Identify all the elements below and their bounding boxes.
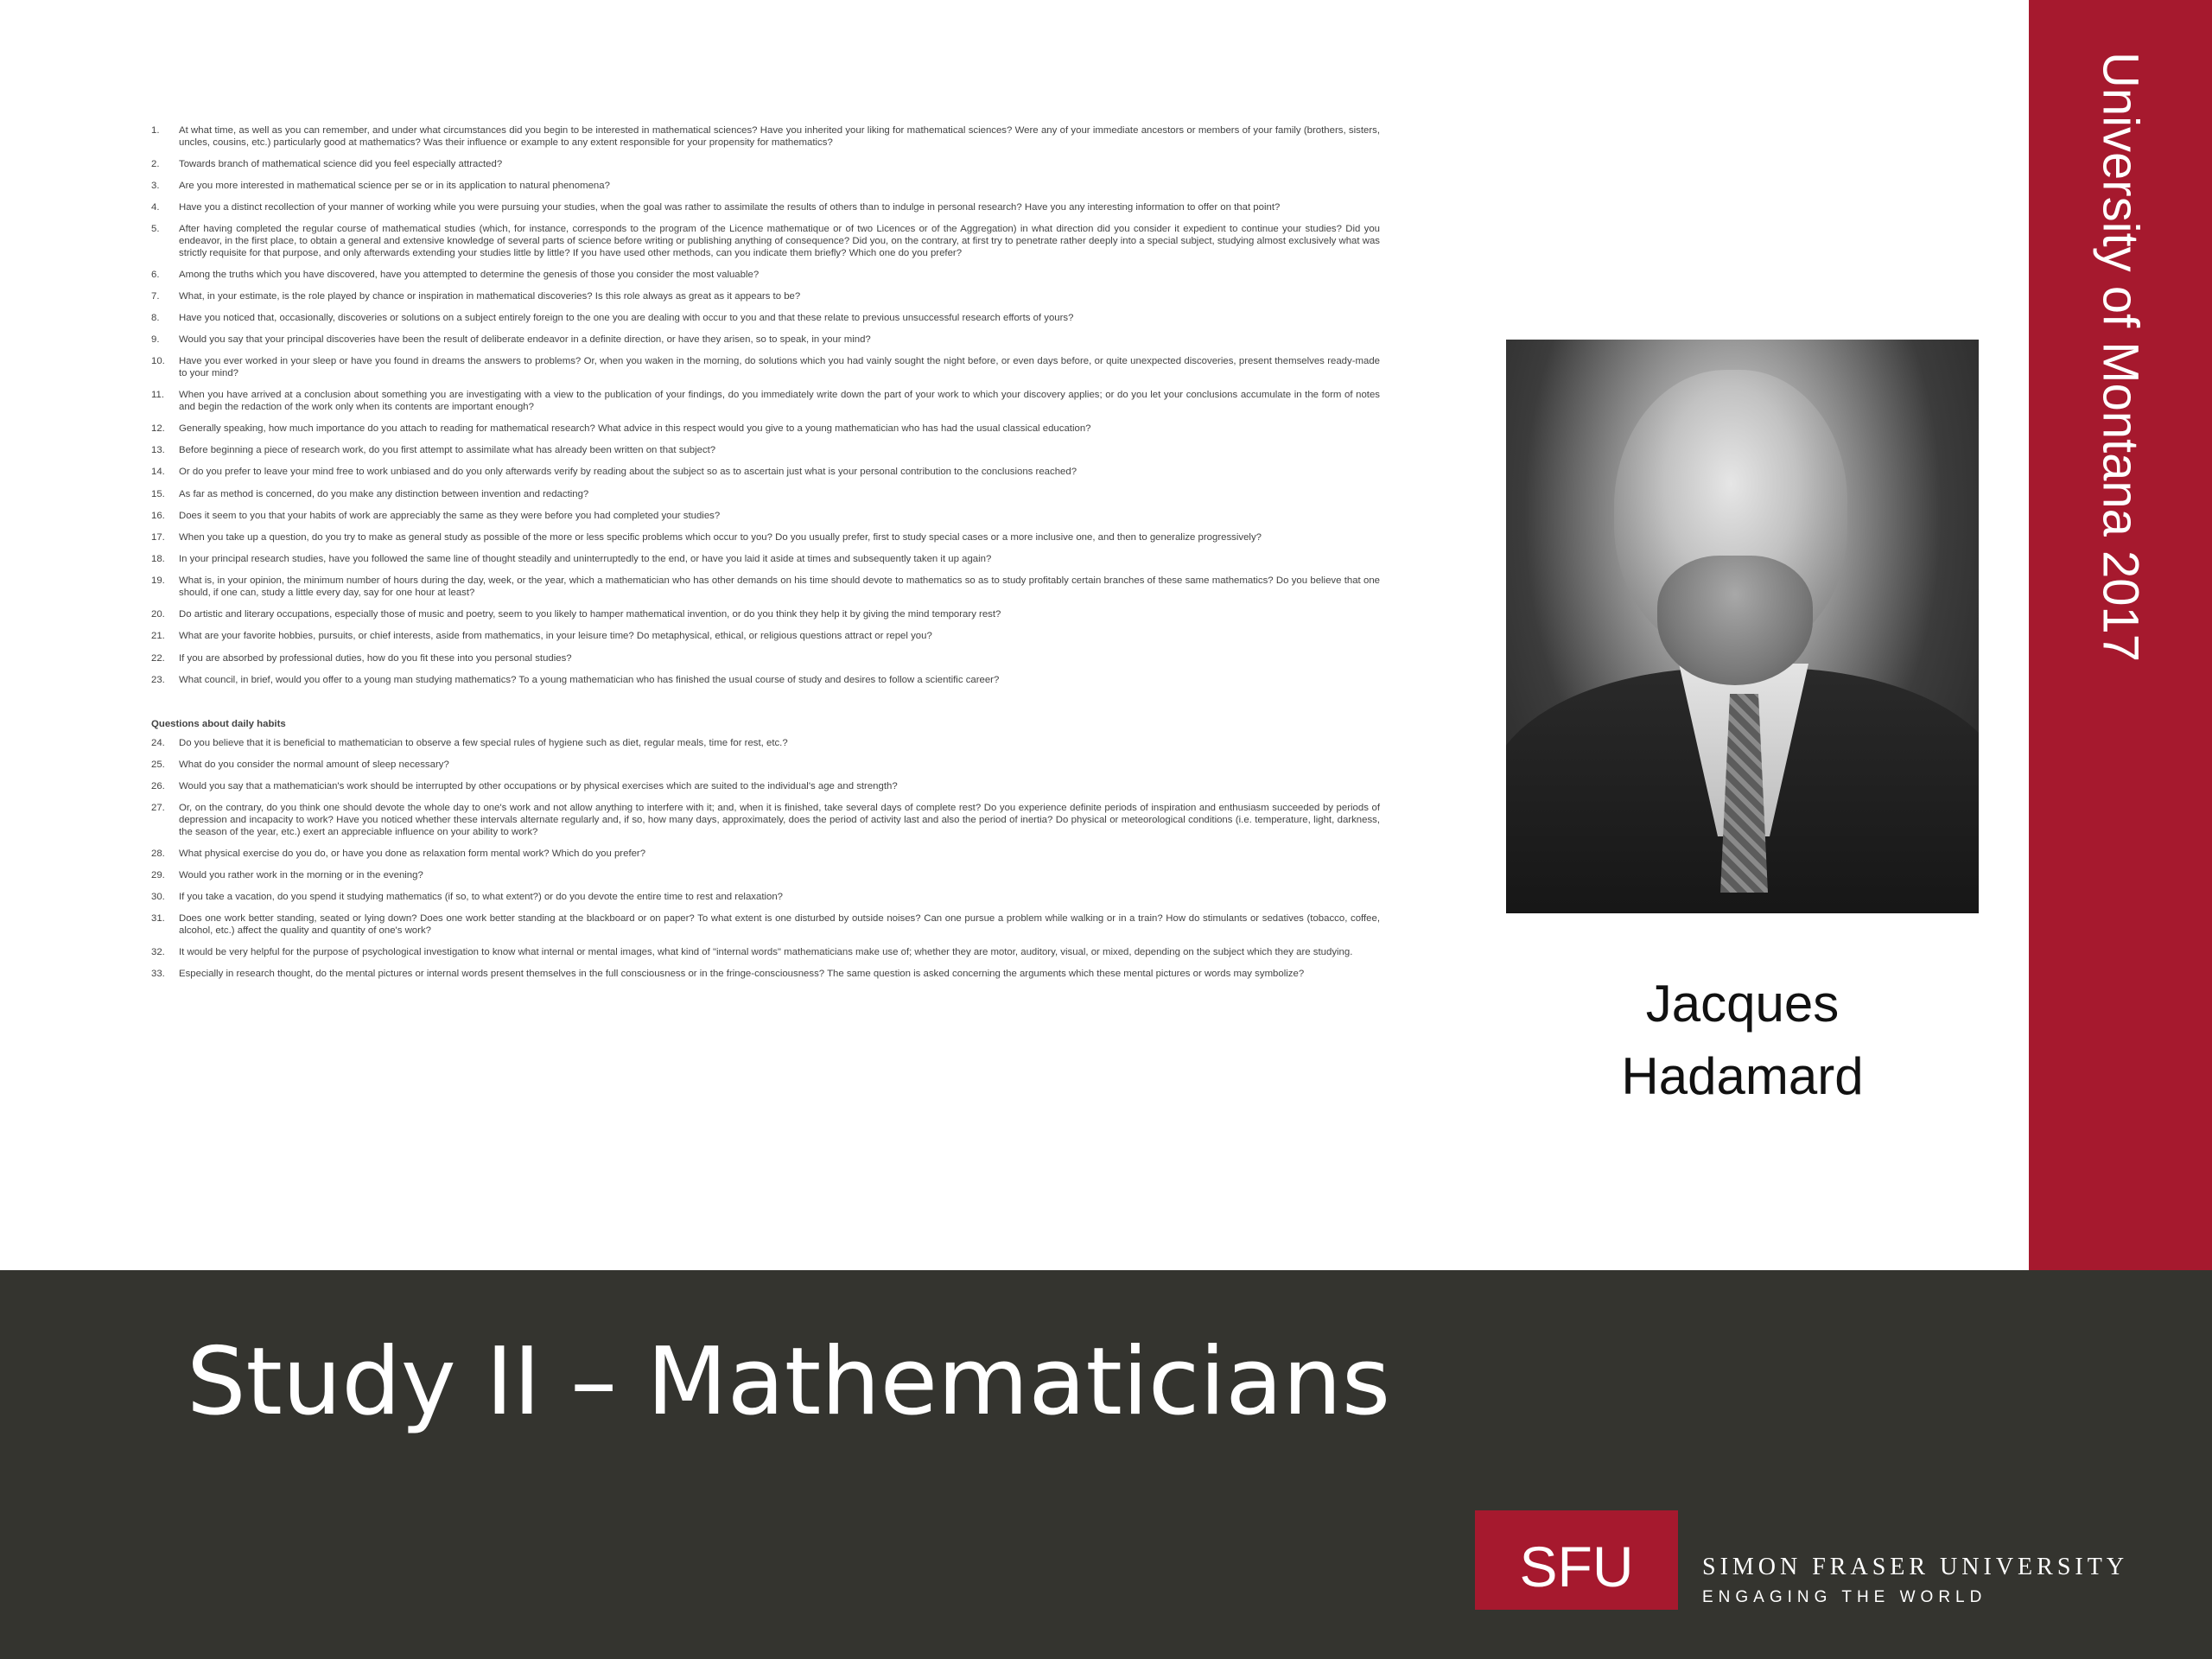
question-item: [151, 870, 1380, 882]
question-number: 28.: [151, 848, 165, 859]
question-item: [151, 489, 1380, 501]
question-item: [151, 270, 1380, 282]
university-tagline: ENGAGING THE WORLD: [1702, 1588, 1987, 1606]
question-item: [151, 554, 1380, 566]
question-item: [151, 913, 1380, 937]
question-number: 29.: [151, 870, 165, 880]
portrait-caption: [1506, 968, 1979, 1113]
question-number: 3.: [151, 180, 160, 191]
question-text: Have you noticed that, occasionally, discoveries or solutions on a subject entirely foreign to the one you are dealing with occur to you and that these relate to previous unsuccessful research efforts of yours?: [179, 313, 1074, 324]
question-number: 21.: [151, 631, 165, 642]
question-number: 1.: [151, 125, 160, 136]
question-item: [151, 760, 1380, 772]
question-text: Towards branch of mathematical science did you feel especially attracted?: [179, 158, 503, 169]
question-item: [151, 738, 1380, 750]
question-text: When you have arrived at a conclusion about something you are investigating with a view to the publication of your findings, do you immediately write down the part of your work to which your discovery applies; or do you let your conclusions accumulate in the form of notes and begin the redaction of the work only when its contents are important enough?: [179, 390, 1380, 412]
caption-first-name: Jacques: [1645, 975, 1840, 1033]
question-item: [151, 631, 1380, 643]
question-number: 26.: [151, 781, 165, 792]
question-item: [151, 892, 1380, 904]
question-text: What is, in your opinion, the minimum number of hours during the day, week, or the year, which a mathematician who has other demands on his time should devote to mathematics so as to study profitably certain branches of these same mathematics? Do you believe that one should, if one can, study a little every day, say for one hour at least?: [179, 575, 1380, 598]
question-number: 4.: [151, 202, 160, 213]
side-band: [2029, 0, 2212, 1270]
question-item: [151, 511, 1380, 523]
sidebar-university-label: University of Montana 2017: [2092, 52, 2149, 663]
question-number: 31.: [151, 913, 165, 925]
question-item: [151, 653, 1380, 665]
question-text: Generally speaking, how much importance do you attach to reading for mathematical research? What advice in this respect would you give to a young mathematician who has had the usual classical education?: [179, 423, 1091, 435]
question-number: 25.: [151, 760, 165, 771]
question-number: 32.: [151, 947, 165, 958]
caption-last-name: Hadamard: [1621, 1047, 1864, 1105]
question-number: 16.: [151, 510, 165, 521]
question-item: [151, 803, 1380, 838]
question-item: [151, 313, 1380, 325]
question-number: 14.: [151, 467, 165, 478]
question-number: 5.: [151, 224, 160, 235]
portrait-beard: [1657, 556, 1813, 685]
question-item: [151, 781, 1380, 793]
question-text: Among the truths which you have discovered, have you attempted to determine the genesis of those you consider the most valuable?: [179, 269, 760, 280]
question-number: 8.: [151, 313, 160, 324]
question-item: [151, 609, 1380, 621]
question-item: [151, 356, 1380, 379]
question-item: [151, 969, 1380, 981]
question-number: 18.: [151, 554, 165, 565]
question-text: Especially in research thought, do the mental pictures or internal words present themselves in the full consciousness or in the fringe-consciousness? The same question is asked concerning the arguments which these mental pictures or words may symbolize?: [179, 969, 1305, 980]
question-list-main: [151, 125, 1380, 686]
question-text: It would be very helpful for the purpose of psychological investigation to know what internal or mental images, what kind of "internal words" mathematicians make use of; whether they are motor, auditory, visual, or mixed, depending on the subject which they are studying.: [179, 947, 1353, 958]
question-text: Does it seem to you that your habits of work are appreciably the same as they were before you had completed your studies?: [179, 510, 721, 521]
question-text: Do you believe that it is beneficial to mathematician to observe a few special rules of hygiene such as diet, regular meals, time for rest, etc.?: [179, 737, 788, 748]
question-item: [151, 849, 1380, 861]
question-number: 24.: [151, 737, 165, 748]
question-number: 20.: [151, 609, 165, 620]
question-item: [151, 423, 1380, 435]
question-number: 13.: [151, 445, 165, 456]
question-item: [151, 532, 1380, 544]
university-name: SIMON FRASER UNIVERSITY: [1702, 1554, 2129, 1580]
question-text: If you are absorbed by professional duties, how do you fit these into you personal studies?: [179, 652, 572, 664]
question-number: 7.: [151, 290, 160, 302]
question-number: 19.: [151, 575, 165, 587]
question-text: Have you ever worked in your sleep or have you found in dreams the answers to problems? Or, when you waken in the morning, do solutions which you had vainly sought the night before, or even days before, or quite unexpected discoveries, present themselves ready-made to your mind?: [179, 356, 1380, 379]
question-text: As far as method is concerned, do you make any distinction between invention and redacting?: [179, 488, 589, 499]
question-text: What do you consider the normal amount of sleep necessary?: [179, 760, 449, 771]
question-text: Before beginning a piece of research work, do you first attempt to assimilate what has already been written on that subject?: [179, 445, 716, 456]
portrait-photo: [1506, 340, 1979, 913]
question-number: 12.: [151, 423, 165, 435]
question-number: 33.: [151, 969, 165, 980]
question-number: 22.: [151, 652, 165, 664]
question-text: If you take a vacation, do you spend it studying mathematics (if so, to what extent?) or do you devote the entire time to rest and relaxation?: [179, 892, 784, 903]
question-item: [151, 125, 1380, 149]
question-text: In your principal research studies, have you followed the same line of thought steadily and uninterruptedly to the end, or have you laid it aside at times and subsequently taken it up again?: [179, 554, 992, 565]
question-item: [151, 224, 1380, 259]
question-item: [151, 291, 1380, 303]
question-number: 6.: [151, 269, 160, 280]
question-number: 27.: [151, 803, 165, 814]
question-item: [151, 675, 1380, 687]
question-number: 30.: [151, 892, 165, 903]
question-number: 10.: [151, 356, 165, 367]
question-item: [151, 390, 1380, 413]
question-text: Are you more interested in mathematical science per se or in its application to natural phenomena?: [179, 180, 610, 191]
question-item: [151, 334, 1380, 346]
question-number: 15.: [151, 488, 165, 499]
question-item: [151, 181, 1380, 193]
question-item: [151, 445, 1380, 457]
question-text: Have you a distinct recollection of your manner of working while you were pursuing your studies, when the goal was rather to assimilate the results of others than to indulge in personal research? Have you any interesting information to offer on that point?: [179, 202, 1281, 213]
question-text: Would you say that your principal discoveries have been the result of deliberate endeavor in a definite direction, or have they arisen, so to speak, in your mind?: [179, 334, 871, 346]
question-number: 2.: [151, 158, 160, 169]
question-text: Do artistic and literary occupations, especially those of music and poetry, seem to you likely to hamper mathematical invention, or do you think they help it by giving the mind temporary rest?: [179, 609, 1001, 620]
question-number: 17.: [151, 531, 165, 543]
question-text: Or do you prefer to leave your mind free to work unbiased and do you only afterwards verify by reading about the subject so as to ascertain just what is your personal contribution to the conclusions reached?: [179, 467, 1077, 478]
question-number: 9.: [151, 334, 160, 346]
question-item: [151, 467, 1380, 479]
question-text: What, in your estimate, is the role played by chance or inspiration in mathematical discoveries? Is this role always as great as it appears to be?: [179, 290, 801, 302]
question-text: Would you rather work in the morning or in the evening?: [179, 870, 423, 880]
question-item: [151, 575, 1380, 599]
question-number: 23.: [151, 674, 165, 685]
question-text: At what time, as well as you can remember, and under what circumstances did you begin to be interested in mathematical sciences? Have you inherited your liking for mathematical sciences? Were any of your immediate ancestors or members of your family (brothers, sisters, uncles, cousins, etc.) particularly good at mathematics? Was their influence or example to any extent responsible for your propensity for mathematics?: [179, 125, 1380, 148]
slide-title: Study II – Mathematicians: [187, 1328, 1391, 1436]
question-text: After having completed the regular course of mathematical studies (which, for instance, corresponds to the program of the Licence mathematique or of two Licences or of the Aggregation) in what direction did you consider it expedient to continue your studies? Did you endeavor, in the first place, to obtain a general and extensive knowledge of several parts of science before writing or publishing anything of consequence? Did you, on the contrary, at first try to penetrate rather deeply into a special subject, studying almost exclusively what was strictly requisite for that purpose, and only afterwards extending your studies little by little? If you have used other methods, can you indicate them briefly? Which one do you prefer?: [179, 224, 1380, 258]
section-heading-daily-habits: Questions about daily habits: [151, 719, 286, 730]
question-text: When you take up a question, do you try to make as general study as possible of the more or less specific problems which occur to you? Do you usually prefer, first to study special cases or a more inclusive one, and then to generalize progressively?: [179, 531, 1262, 543]
question-text: Or, on the contrary, do you think one should devote the whole day to one's work and not allow anything to interfere with it; and, when it is finished, take several days of complete rest? Do you experience definite periods of inspiration and enthusiasm succeeded by periods of depression and incapacity to work? Have you noticed whether these intervals alternate regularly and, if so, how many days, approximately, does the period of activity last and also the period of inertia? Do physical or meteorological conditions (i.e. temperature, light, darkness, the season of the year, etc.) exert an appreciable influence on your ability to work?: [179, 803, 1380, 837]
question-text: Would you say that a mathematician's work should be interrupted by other occupations or by physical exercises which are suited to the individual's age and strength?: [179, 781, 898, 792]
question-list-daily: [151, 738, 1380, 981]
question-item: [151, 947, 1380, 959]
question-text: What are your favorite hobbies, pursuits, or chief interests, aside from mathematics, in your leisure time? Do metaphysical, ethical, or religious questions attract or repel you?: [179, 631, 932, 642]
question-item: [151, 202, 1380, 214]
questionnaire: [151, 125, 1380, 991]
sfu-logo-text: SFU: [1519, 1535, 1634, 1599]
question-item: [151, 159, 1380, 171]
question-text: What physical exercise do you do, or have you done as relaxation form mental work? Which do you prefer?: [179, 848, 646, 859]
question-number: 11.: [151, 390, 164, 401]
question-text: What council, in brief, would you offer to a young man studying mathematics? To a young mathematician who has finished the usual course of study and desires to follow a scientific career?: [179, 674, 1000, 685]
question-text: Does one work better standing, seated or lying down? Does one work better standing at the blackboard or on paper? To what extent is one disturbed by outside noises? Can one pursue a problem while walking or in a train? How do stimulants or sedatives (tobacco, coffee, alcohol, etc.) affect the quality and quantity of one's work?: [179, 913, 1380, 936]
sfu-logo-box: [1475, 1510, 1678, 1610]
